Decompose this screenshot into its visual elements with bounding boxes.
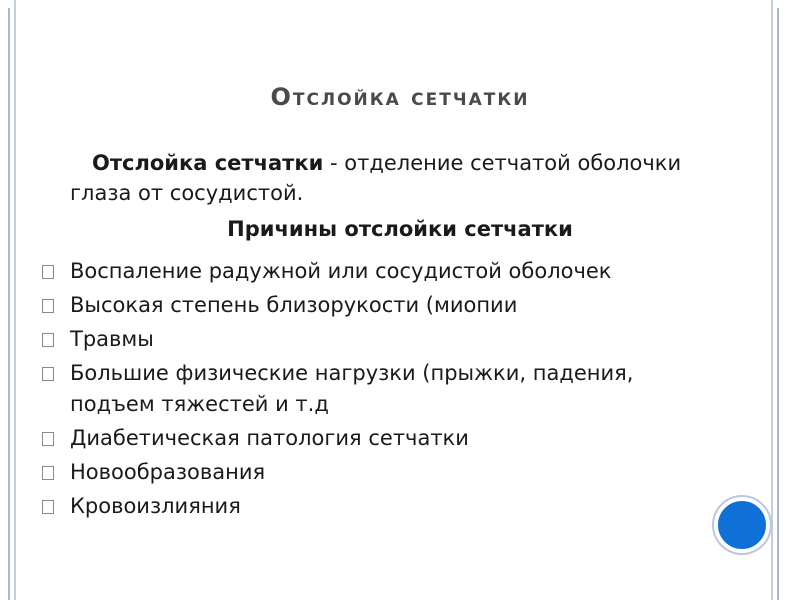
square-placeholder-icon [42,367,54,381]
square-placeholder-icon [42,500,54,514]
list-item [40,491,720,522]
causes-heading: Причины отслойки сетчатки [227,217,573,241]
slide-title-initial: О [270,83,293,111]
square-placeholder-icon [42,432,54,446]
decorative-blue-circle-icon [714,497,770,553]
square-placeholder-icon [42,299,54,313]
list-item-text: Высокая степень близорукости (миопии [70,293,518,317]
list-item-text: Травмы [70,327,154,351]
list-item [40,256,720,287]
definition-text: - отделение сетчатой оболочки глаза от сосудистой. [70,151,682,205]
causes-list [40,256,720,525]
square-placeholder-icon [42,265,54,279]
list-item [40,290,720,321]
list-item-text: Диабетическая патология сетчатки [70,426,469,450]
list-item [40,423,720,454]
list-item [40,358,720,420]
list-item-text: Большие физические нагрузки (прыжки, падения, подъем тяжестей и т.д [70,361,634,416]
list-item-text: Воспаление радужной или сосудистой оболочек [70,259,612,283]
square-placeholder-icon [42,466,54,480]
slide-title [0,83,800,111]
definition-paragraph [70,148,690,208]
list-item-text: Кровоизлияния [70,494,241,518]
list-item [40,457,720,488]
list-item-text: Новообразования [70,460,266,484]
list-item [40,324,720,355]
slide-title-rest: тслойка сетчатки [292,83,530,111]
square-placeholder-icon [42,333,54,347]
definition-term: Отслойка сетчатки [92,151,324,175]
